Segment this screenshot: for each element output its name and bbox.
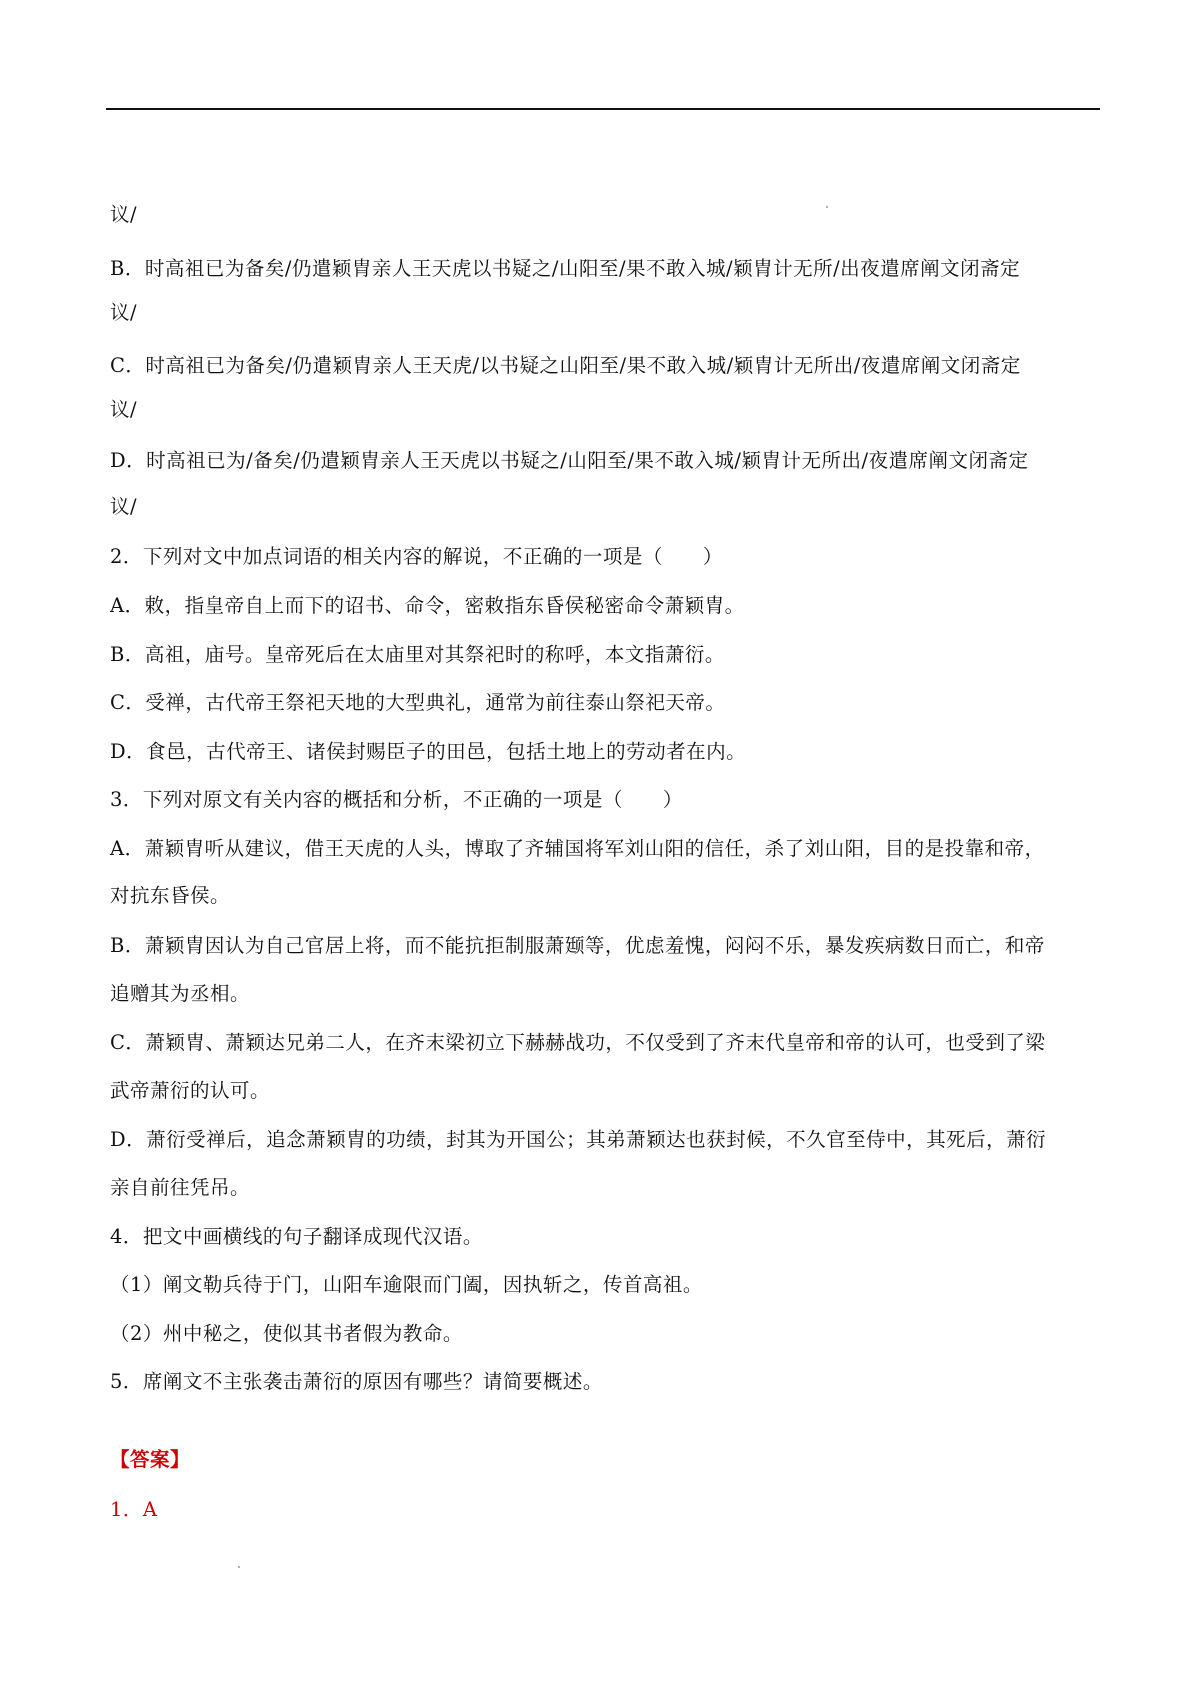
option-b-line: B．时高祖已为备矣/仍遣颖胄亲人王天虎以书疑之/山阳至/果不敢入城/颖胄计无所/出夜遣席阐文闭斋定 bbox=[110, 257, 1021, 280]
text-line: 议/ bbox=[110, 398, 138, 421]
text-line: 武帝萧衍的认可。 bbox=[110, 1079, 271, 1102]
answer-1: 1．A bbox=[110, 1498, 158, 1521]
q2-option-a: A．敕，指皇帝自上而下的诏书、命令，密敕指东昏侯秘密命令萧颖胄。 bbox=[110, 594, 745, 617]
q3-option-c: C．萧颖胄、萧颖达兄弟二人，在齐末梁初立下赫赫战功，不仅受到了齐末代皇帝和帝的认可，也受到了梁 bbox=[110, 1031, 1046, 1054]
option-c-line: C．时高祖已为备矣/仍遣颖胄亲人王天虎/以书疑之山阳至/果不敢入城/颖胄计无所出/夜遣席阐文闭斋定 bbox=[110, 354, 1021, 377]
question-2: 2．下列对文中加点词语的相关内容的解说，不正确的一项是（ ） bbox=[110, 545, 723, 568]
q3-option-d: D．萧衍受禅后，追念萧颖胄的功绩，封其为开国公；其弟萧颖达也获封候，不久官至侍中，其死后，萧衍 bbox=[110, 1128, 1047, 1151]
q4-item-2: （2）州中秘之，使似其书者假为教命。 bbox=[110, 1322, 463, 1345]
q2-option-b: B．高祖，庙号。皇帝死后在太庙里对其祭祀时的称呼，本文指萧衍。 bbox=[110, 643, 725, 666]
q2-option-c: C．受禅，古代帝王祭祀天地的大型典礼，通常为前往泰山祭祀天帝。 bbox=[110, 691, 726, 714]
q3-option-a: A．萧颖胄听从建议，借王天虎的人头，博取了齐辅国将军刘山阳的信任，杀了刘山阳，目的是投靠和帝， bbox=[110, 837, 1045, 860]
option-d-line: D．时高祖已为/备矣/仍遣颖胄亲人王天虎以书疑之/山阳至/果不敢入城/颖胄计无所出/夜遣席阐文闭斋定 bbox=[110, 449, 1029, 472]
text-line: 议/ bbox=[110, 203, 138, 226]
header-rule bbox=[106, 108, 1100, 110]
question-4: 4．把文中画横线的句子翻译成现代汉语。 bbox=[110, 1225, 483, 1248]
q2-option-d: D．食邑，古代帝王、诸侯封赐臣子的田邑，包括土地上的劳动者在内。 bbox=[110, 740, 747, 763]
answer-heading: 【答案】 bbox=[110, 1448, 191, 1471]
scan-speck bbox=[826, 206, 828, 208]
question-5: 5．席阐文不主张袭击萧衍的原因有哪些？请简要概述。 bbox=[110, 1370, 603, 1393]
text-line: 追赠其为丞相。 bbox=[110, 982, 251, 1005]
scan-speck bbox=[238, 1566, 240, 1568]
text-line: 议/ bbox=[110, 301, 138, 324]
q3-option-b: B．萧颖胄因认为自己官居上将，而不能抗拒制服萧颋等，优虑羞愧，闷闷不乐，暴发疾病数日而亡，和帝 bbox=[110, 934, 1045, 957]
text-line: 议/ bbox=[110, 495, 138, 518]
q4-item-1: （1）阐文勒兵待于门，山阳车逾限而门阖，因执斩之，传首高祖。 bbox=[110, 1273, 703, 1296]
text-line: 亲自前往凭吊。 bbox=[110, 1176, 251, 1199]
question-3: 3．下列对原文有关内容的概括和分析，不正确的一项是（ ） bbox=[110, 788, 683, 811]
text-line: 对抗东昏侯。 bbox=[110, 884, 231, 907]
